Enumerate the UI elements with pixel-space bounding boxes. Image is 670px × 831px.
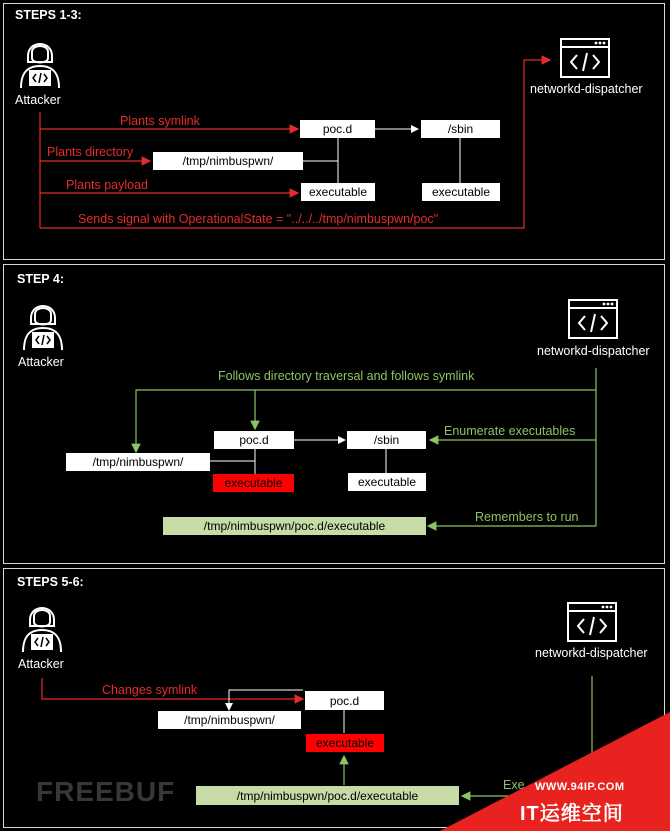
panel1-label-plants-symlink: Plants symlink bbox=[120, 114, 200, 128]
panel3-pocd-box: poc.d bbox=[305, 691, 384, 710]
panel2-title: STEP 4: bbox=[17, 272, 65, 286]
panel2-attacker-label: Attacker bbox=[18, 355, 64, 369]
panel2-executable-red-box: executable bbox=[213, 474, 294, 492]
panel1-executable-box: executable bbox=[301, 183, 375, 201]
panel1-sbin-box: /sbin bbox=[421, 120, 500, 138]
panel2-label-enumerate: Enumerate executables bbox=[444, 424, 576, 438]
panel1-attack-lines bbox=[40, 60, 550, 228]
panel1-label-plants-directory: Plants directory bbox=[47, 145, 134, 159]
panel3-tmp-box: /tmp/nimbuspwn/ bbox=[158, 711, 301, 729]
panel3-full-path-box: /tmp/nimbuspwn/poc.d/executable bbox=[196, 786, 459, 805]
site-watermark-url: WWW.94IP.COM bbox=[535, 781, 625, 793]
panel2-label-remembers: Remembers to run bbox=[475, 510, 579, 524]
panel2-label-traversal: Follows directory traversal and follows symlink bbox=[218, 369, 475, 383]
panel1-dispatcher-label: networkd-dispatcher bbox=[530, 82, 643, 96]
panel2-tmp-box: /tmp/nimbuspwn/ bbox=[66, 453, 210, 471]
panel3-executable-red-box: executable bbox=[306, 734, 384, 752]
panel1-label-sends-signal: Sends signal with OperationalState = "../../../tmp/nimbuspwn/poc" bbox=[78, 212, 439, 226]
panel3-label-executes: Exe bbox=[503, 778, 525, 792]
panel1-tmp-box: /tmp/nimbuspwn/ bbox=[153, 152, 303, 170]
panel2-sbin-executable-box: executable bbox=[348, 473, 426, 491]
freebuf-watermark: FREEBUF bbox=[36, 776, 176, 807]
panel1-attacker-label: Attacker bbox=[15, 93, 61, 107]
panel2-dispatcher-label: networkd-dispatcher bbox=[537, 344, 650, 358]
panel3-attacker-label: Attacker bbox=[18, 657, 64, 671]
panel2-pocd-box: poc.d bbox=[214, 431, 294, 449]
panel1-title: STEPS 1-3: bbox=[15, 8, 82, 22]
panel3-dispatcher-label: networkd-dispatcher bbox=[535, 646, 648, 660]
panel2-sbin-box: /sbin bbox=[347, 431, 426, 449]
panel1-sbin-executable-box: executable bbox=[422, 183, 500, 201]
panel2-full-path-box: /tmp/nimbuspwn/poc.d/executable bbox=[163, 517, 426, 535]
panel1-pocd-box: poc.d bbox=[300, 120, 375, 138]
panel1-label-plants-payload: Plants payload bbox=[66, 178, 149, 192]
site-watermark-name: IT运维空间 bbox=[520, 803, 624, 825]
panel3-label-changes-symlink: Changes symlink bbox=[102, 683, 198, 697]
panel3-title: STEPS 5-6: bbox=[17, 575, 84, 589]
